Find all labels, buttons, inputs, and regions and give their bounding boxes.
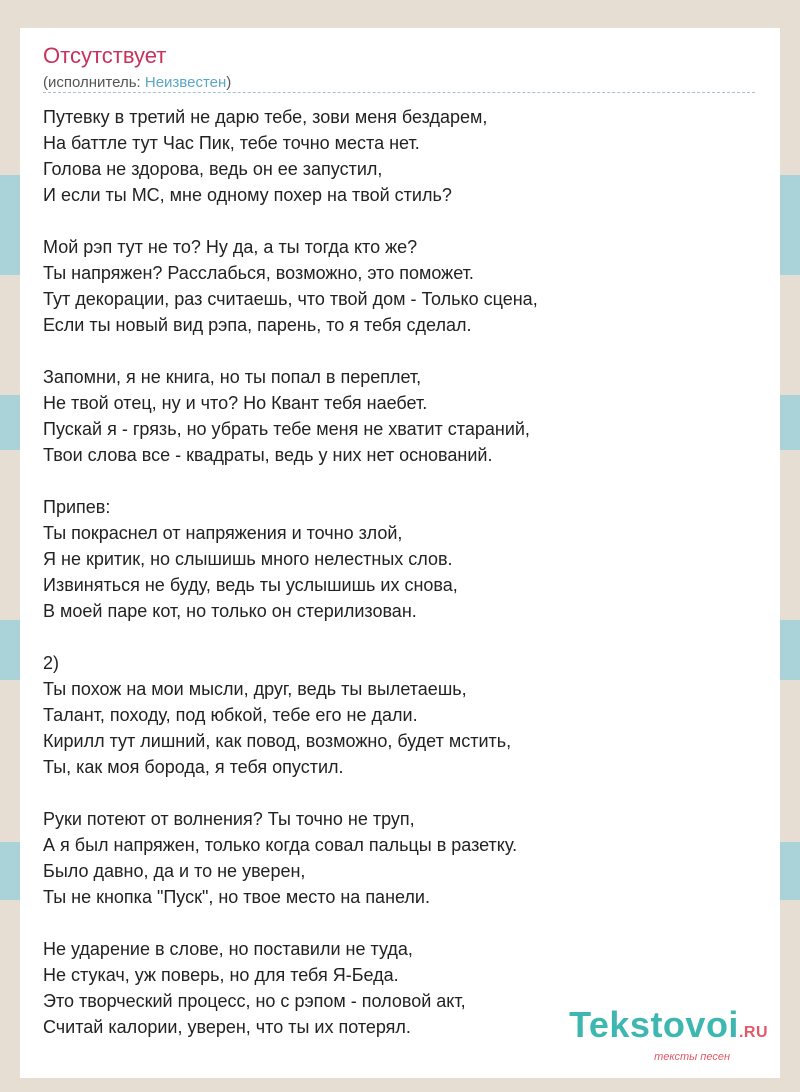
performer-suffix: ) xyxy=(226,74,232,91)
lyric-line: Ты напряжен? Расслабься, возможно, это поможет. xyxy=(43,263,474,283)
lyric-line: Это творческий процесс, но с рэпом - половой акт, xyxy=(43,991,466,1011)
performer-line xyxy=(43,74,231,92)
lyric-line: Талант, походу, под юбкой, тебе его не дали. xyxy=(43,705,418,725)
site-logo[interactable] xyxy=(569,1006,768,1062)
stanza xyxy=(43,104,763,208)
lyric-line: Руки потеют от волнения? Ты точно не труп, xyxy=(43,809,415,829)
lyric-line: Тут декорации, раз считаешь, что твой дом - Только сцена, xyxy=(43,289,538,309)
lyric-line: Голова не здорова, ведь он ее запустил, xyxy=(43,159,383,179)
lyric-line: Я не критик, но слышишь много нелестных слов. xyxy=(43,549,453,569)
lyric-line: На баттле тут Час Пик, тебе точно места нет. xyxy=(43,133,420,153)
stanza xyxy=(43,364,763,468)
stanza xyxy=(43,650,763,780)
lyric-line: Пускай я - грязь, но убрать тебе меня не хватит стараний, xyxy=(43,419,530,439)
lyric-line: Ты покраснел от напряжения и точно злой, xyxy=(43,523,403,543)
lyric-line: Путевку в третий не дарю тебе, зови меня бездарем, xyxy=(43,107,488,127)
stanza xyxy=(43,234,763,338)
lyric-line: Извиняться не буду, ведь ты услышишь их снова, xyxy=(43,575,458,595)
logo-tld: .RU xyxy=(738,1024,768,1041)
lyric-line: Мой рэп тут не то? Ну да, а ты тогда кто же? xyxy=(43,237,418,257)
song-title: Отсутствует xyxy=(43,43,167,68)
lyric-line: Не твой отец, ну и что? Но Квант тебя наебет. xyxy=(43,393,428,413)
lyric-line: Твои слова все - квадраты, ведь у них нет оснований. xyxy=(43,445,493,465)
lyric-line: И если ты МС, мне одному похер на твой стиль? xyxy=(43,185,452,205)
stanza xyxy=(43,806,763,910)
lyric-line: Не стукач, уж поверь, но для тебя Я-Беда. xyxy=(43,965,399,985)
lyric-line: 2) xyxy=(43,653,60,673)
lyric-line: Ты не кнопка "Пуск", но твое место на панели. xyxy=(43,887,430,907)
lyric-line: Кирилл тут лишний, как повод, возможно, будет мстить, xyxy=(43,731,512,751)
lyric-line: Считай калории, уверен, что ты их потерял. xyxy=(43,1017,411,1037)
lyric-line: Не ударение в слове, но поставили не туда, xyxy=(43,939,413,959)
performer-prefix: (исполнитель: xyxy=(43,74,145,91)
lyric-line: Ты, как моя борода, я тебя опустил. xyxy=(43,757,344,777)
lyrics-card xyxy=(20,28,780,1078)
lyric-line: Ты похож на мои мысли, друг, ведь ты вылетаешь, xyxy=(43,679,467,699)
lyric-line: А я был напряжен, только когда совал пальцы в разетку. xyxy=(43,835,518,855)
logo-name: Tekstovoi xyxy=(569,1004,739,1045)
lyric-line: Если ты новый вид рэпа, парень, то я тебя сделал. xyxy=(43,315,472,335)
lyric-line: Запомни, я не книга, но ты попал в переплет, xyxy=(43,367,422,387)
artist-link[interactable]: Неизвестен xyxy=(144,74,227,91)
logo-wordmark xyxy=(569,1006,768,1052)
divider xyxy=(43,92,755,93)
stanza xyxy=(43,494,763,624)
logo-tagline: тексты песен xyxy=(654,1051,730,1063)
lyrics-body xyxy=(43,104,763,1040)
lyric-line: В моей паре кот, но только он стерилизован. xyxy=(43,601,417,621)
lyric-line: Было давно, да и то не уверен, xyxy=(43,861,306,881)
lyric-line: Припев: xyxy=(43,497,111,517)
